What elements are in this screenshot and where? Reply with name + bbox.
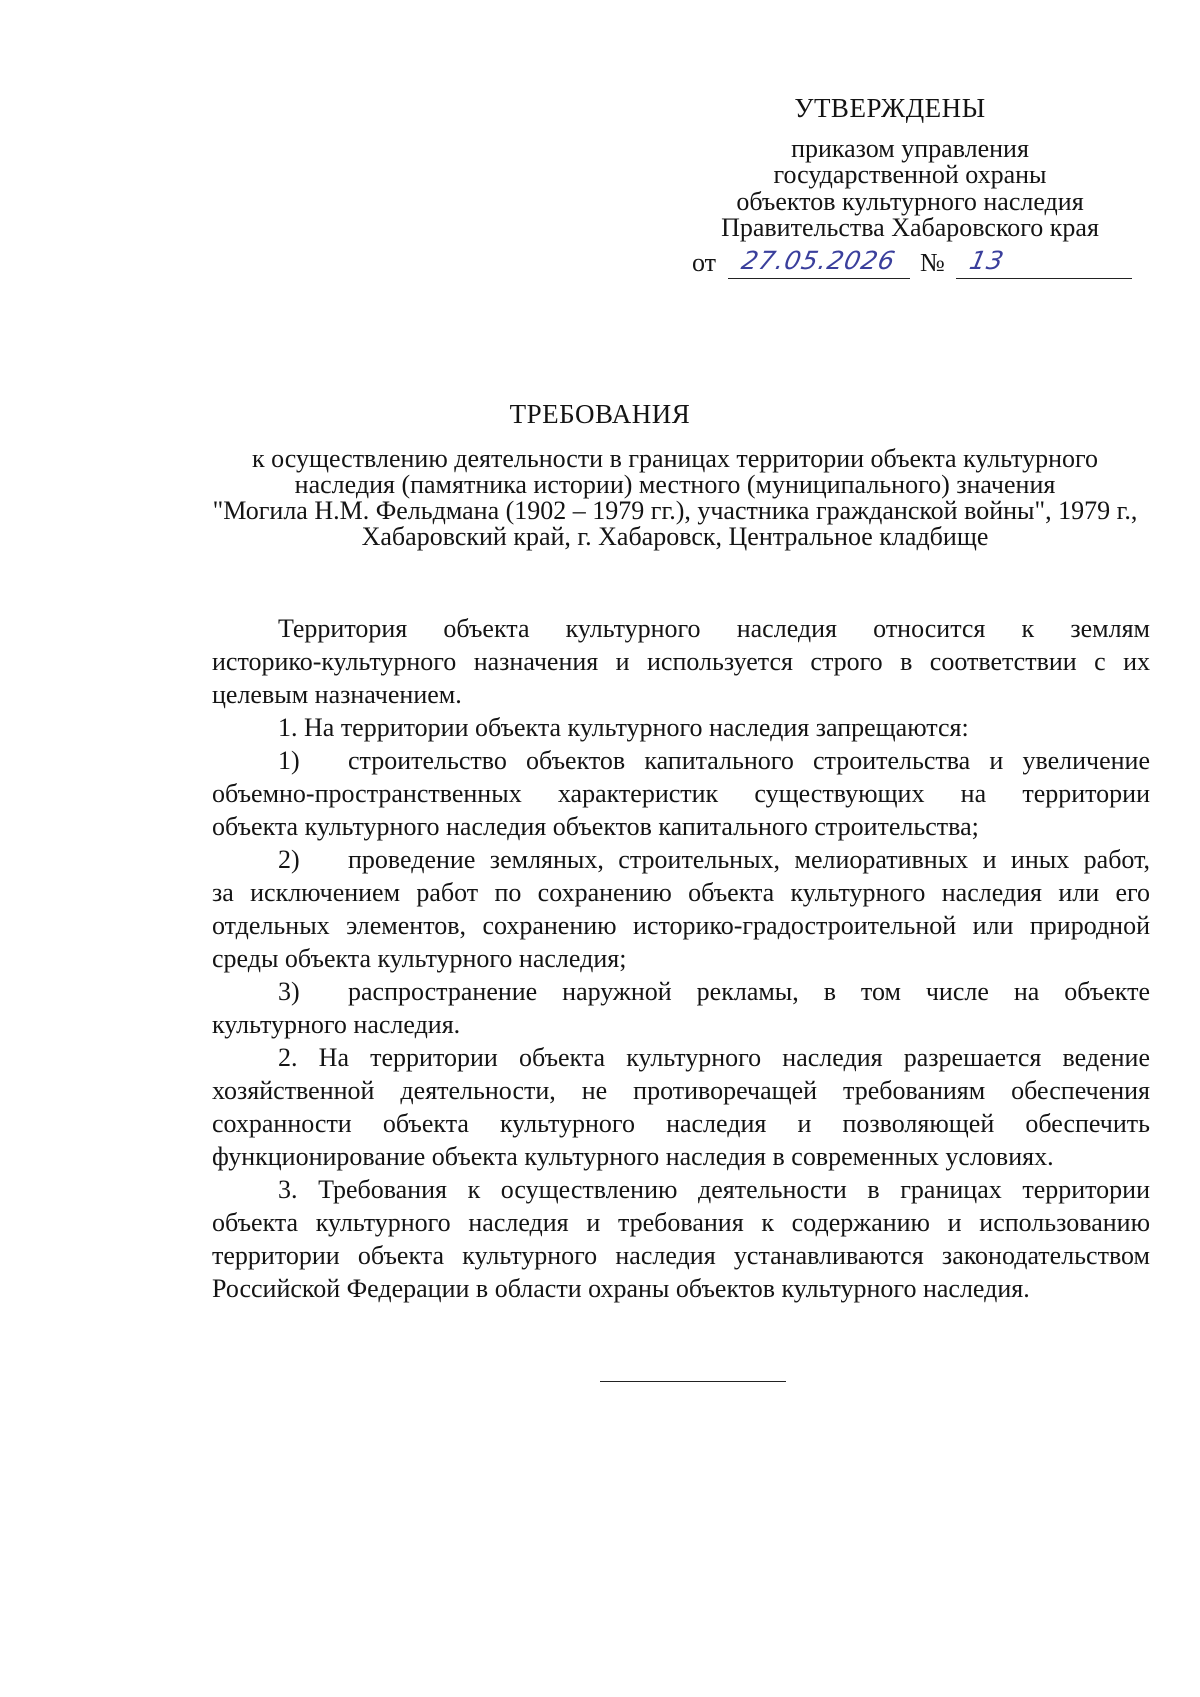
list-item-1-line: объемно-пространственных характеристик существующих на территории xyxy=(212,779,1150,808)
list-item-1-first-line xyxy=(212,744,1150,777)
subtitle-line: наследия (памятника истории) местного (муниципального) значения xyxy=(294,470,1056,499)
subtitle-line: Хабаровский край, г. Хабаровск, Центральное кладбище xyxy=(361,522,989,551)
list-item-2-line: отдельных элементов, сохранению историко-градостроительной или природной xyxy=(212,911,1150,940)
order-number-handwritten: 13 xyxy=(967,246,1008,275)
date-label: от xyxy=(692,248,717,277)
document-subtitle xyxy=(200,446,1150,550)
order-date-handwritten: 27.05.2026 xyxy=(739,246,899,275)
list-item-text: проведение земляных, строительных, мелиоративных и иных работ, xyxy=(348,845,1150,874)
point-2-line: функционирование объекта культурного наследия в современных условиях. xyxy=(212,1142,1054,1171)
list-item-text: распространение наружной рекламы, в том числе на объекте xyxy=(348,977,1150,1006)
list-item-2-line: за исключением работ по сохранению объекта культурного наследия или его xyxy=(212,878,1150,907)
order-number-field xyxy=(956,248,1132,279)
list-item-text: строительство объектов капитального строительства и увеличение xyxy=(348,746,1150,775)
order-date-number-row xyxy=(692,248,1152,284)
approval-title: УТВЕРЖДЕНЫ xyxy=(794,93,986,123)
list-item-number: 1) xyxy=(278,746,300,775)
point-1-heading: 1. На территории объекта культурного наследия запрещаются: xyxy=(278,713,969,742)
intro-line: Территория объекта культурного наследия относится к землям xyxy=(278,614,1150,643)
document-title: ТРЕБОВАНИЯ xyxy=(509,399,691,429)
approval-line: объектов культурного наследия xyxy=(736,187,1084,216)
number-label: № xyxy=(920,248,945,277)
list-item-1-line: объекта культурного наследия объектов капитального строительства; xyxy=(212,812,979,841)
list-item-3-first-line xyxy=(212,975,1150,1008)
point-3-line: территории объекта культурного наследия устанавливаются законодательством xyxy=(212,1241,1150,1270)
list-item-2-line: среды объекта культурного наследия; xyxy=(212,944,627,973)
list-item-2-first-line xyxy=(212,843,1150,876)
subtitle-line: "Могила Н.М. Фельдмана (1902 – 1979 гг.), участника гражданской войны", 1979 г., xyxy=(212,496,1138,525)
point-2-line: 2. На территории объекта культурного наследия разрешается ведение xyxy=(278,1043,1150,1072)
closing-rule xyxy=(600,1381,786,1382)
list-item-number: 2) xyxy=(278,845,300,874)
point-3-line: Российской Федерации в области охраны объектов культурного наследия. xyxy=(212,1274,1030,1303)
approval-line: Правительства Хабаровского края xyxy=(721,213,1099,242)
intro-line: историко-культурного назначения и используется строго в соответствии с их xyxy=(212,647,1150,676)
point-2-line: сохранности объекта культурного наследия и позволяющей обеспечить xyxy=(212,1109,1150,1138)
approval-line: государственной охраны xyxy=(773,160,1047,189)
point-3-line: 3. Требования к осуществлению деятельности в границах территории xyxy=(278,1175,1150,1204)
document-body xyxy=(212,612,1150,1305)
subtitle-line: к осуществлению деятельности в границах территории объекта культурного xyxy=(251,444,1099,473)
list-item-number: 3) xyxy=(278,977,300,1006)
point-3-line: объекта культурного наследия и требования к содержанию и использованию xyxy=(212,1208,1150,1237)
point-2-line: хозяйственной деятельности, не противоречащей требованиям обеспечения xyxy=(212,1076,1150,1105)
list-item-3-line: культурного наследия. xyxy=(212,1010,461,1039)
intro-line: целевым назначением. xyxy=(212,680,462,709)
order-date-field xyxy=(728,248,910,279)
approval-line: приказом управления xyxy=(791,134,1029,163)
